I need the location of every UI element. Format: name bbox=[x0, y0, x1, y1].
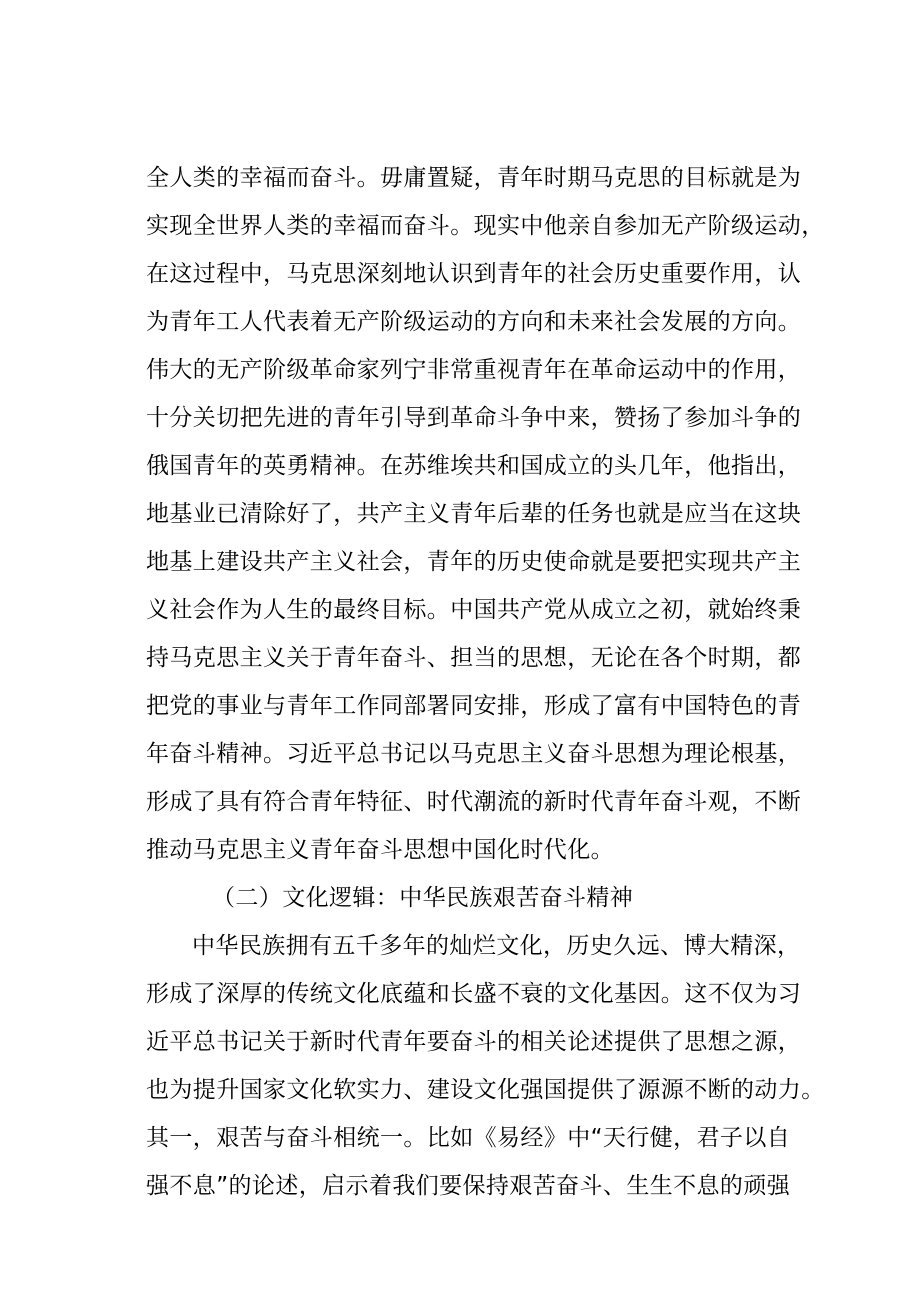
section-heading: （二）文化逻辑：中华民族艰苦奋斗精神 bbox=[212, 885, 634, 911]
paragraph-line: 俄国青年的英勇精神。在苏维埃共和国成立的头几年，他指出， bbox=[146, 453, 802, 479]
paragraph-line: 伟大的无产阶级革命家列宁非常重视青年在革命运动中的作用， bbox=[146, 357, 802, 383]
paragraph-line: 义社会作为人生的最终目标。中国共产党从成立之初，就始终秉 bbox=[146, 597, 802, 623]
paragraph-line: 形成了具有符合青年特征、时代潮流的新时代青年奋斗观，不断 bbox=[146, 789, 802, 815]
paragraph-line: 推动马克思主义青年奋斗思想中国化时代化。 bbox=[146, 837, 614, 863]
paragraph-line: 十分关切把先进的青年引导到革命斗争中来，赞扬了参加斗争的 bbox=[146, 405, 802, 431]
paragraph-line: 中华民族拥有五千多年的灿烂文化，历史久远、博大精深， bbox=[192, 933, 801, 959]
paragraph-line: 其一，艰苦与奋斗相统一。比如《易经》中“天行健，君子以自 bbox=[146, 1125, 791, 1151]
paragraph-line: 全人类的幸福而奋斗。毋庸置疑，青年时期马克思的目标就是为 bbox=[146, 165, 802, 191]
paragraph-line: 地基业已清除好了，共产主义青年后辈的任务也就是应当在这块 bbox=[146, 501, 802, 527]
paragraph-line: 年奋斗精神。习近平总书记以马克思主义奋斗思想为理论根基， bbox=[146, 741, 802, 767]
paragraph-line: 持马克思主义关于青年奋斗、担当的思想，无论在各个时期，都 bbox=[146, 645, 802, 671]
paragraph-line: 强不息”的论述，启示着我们要保持艰苦奋斗、生生不息的顽强 bbox=[146, 1173, 791, 1199]
paragraph-line: 为青年工人代表着无产阶级运动的方向和未来社会发展的方向。 bbox=[146, 309, 802, 335]
paragraph-line: 实现全世界人类的幸福而奋斗。现实中他亲自参加无产阶级运动， bbox=[146, 213, 825, 239]
document-body bbox=[146, 154, 826, 1210]
paragraph-line: 也为提升国家文化软实力、建设文化强国提供了源源不断的动力。 bbox=[146, 1077, 825, 1103]
paragraph-line: 地基上建设共产主义社会，青年的历史使命就是要把实现共产主 bbox=[146, 549, 802, 575]
paragraph-line: 在这过程中，马克思深刻地认识到青年的社会历史重要作用，认 bbox=[146, 261, 802, 287]
paragraph-line: 近平总书记关于新时代青年要奋斗的相关论述提供了思想之源， bbox=[146, 1029, 802, 1055]
paragraph-line: 形成了深厚的传统文化底蕴和长盛不衰的文化基因。这不仅为习 bbox=[146, 981, 802, 1007]
paragraph-line: 把党的事业与青年工作同部署同安排，形成了富有中国特色的青 bbox=[146, 693, 802, 719]
